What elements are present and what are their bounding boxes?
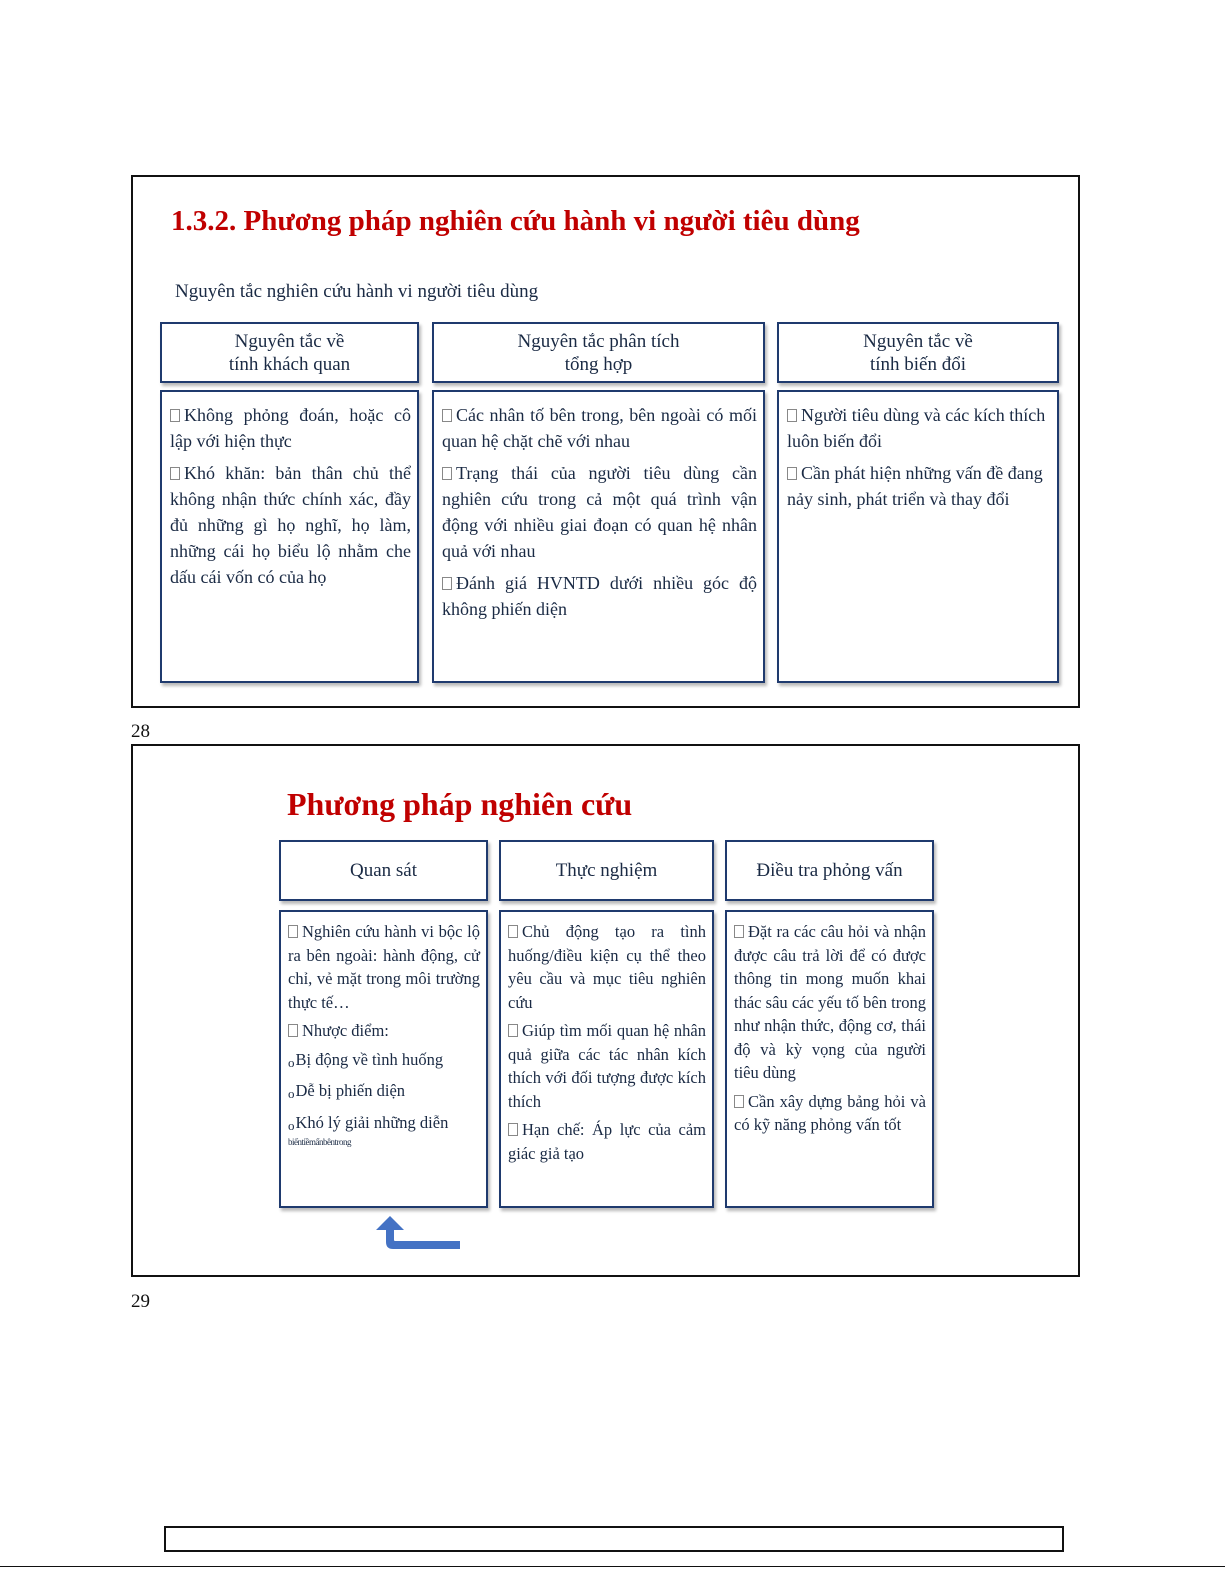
list-item [508,920,706,1014]
list-item [508,1118,706,1165]
item-text: Đánh giá HVNTD dưới nhiều góc độ không phiến diện [442,573,757,619]
list-item [787,402,1051,454]
sub-list-item [288,1048,480,1075]
item-text: Đặt ra các câu hỏi và nhận được câu trả lời để có được thông tin mong muốn khai thác sâu các yếu tố bên trong như nhận thức, động cơ, thái độ và kỳ vọng của người tiêu dùng [734,922,926,1082]
box-bullet-icon [508,1123,518,1136]
head-line: tính biến đổi [869,353,967,375]
circle-bullet-icon: o [288,1086,295,1101]
box-bullet-icon [288,925,298,938]
column-head-survey: Điều tra phỏng vấn [725,840,934,901]
column-head-synthesis [432,322,765,383]
column-head-experiment: Thực nghiệm [499,840,714,901]
circle-bullet-icon: o [288,1117,295,1133]
column-body-observation [279,910,488,1208]
head-line: tổng hợp [564,353,633,375]
slide-28 [131,175,1080,708]
item-text: Trạng thái của người tiêu dùng cần nghiên cứu trong cả một quá trình vận động với nhiều giai đoạn có quan hệ nhân quả với nhau [442,463,757,561]
overflow-text: biếntiềmẩnbêntrong [288,1137,351,1147]
item-text: Người tiêu dùng và các kích thích luôn biến đổi [787,405,1046,451]
box-bullet-icon [734,1095,744,1108]
curved-arrow-icon [373,1216,463,1261]
box-bullet-icon [442,577,452,590]
item-text: Hạn chế: Áp lực của cảm giác giả tạo [508,1120,706,1163]
item-text: Dễ bị phiến diện [295,1081,406,1100]
column-body-variability [777,390,1059,683]
sub-list-item [288,1111,480,1138]
list-item [170,460,411,590]
list-item [288,920,480,1014]
footer-box [164,1526,1064,1552]
box-bullet-icon [170,409,180,422]
column-body-experiment [499,910,714,1208]
column-body-objectivity [160,390,419,683]
bottom-rule [0,1566,1225,1567]
box-bullet-icon [288,1024,298,1037]
list-item [288,1019,480,1043]
item-text: Cần phát hiện những vấn đề đang nảy sinh, phát triển và thay đổi [787,463,1043,509]
head-line: Nguyên tắc về [863,330,973,352]
column-head-observation: Quan sát [279,840,488,901]
head-line: Nguyên tắc về [234,330,345,352]
slide-29 [131,744,1080,1277]
page-number: 28 [131,721,150,742]
list-item [170,402,411,454]
box-bullet-icon [787,467,797,480]
list-item [734,920,926,1085]
sub-list-item [288,1079,480,1106]
item-text: Giúp tìm mối quan hệ nhân quả giữa các tác nhân kích thích với đối tượng được kích thích [508,1021,706,1111]
list-item [508,1019,706,1113]
list-item [734,1090,926,1137]
box-bullet-icon [442,467,452,480]
head-line: tính khách quan [228,353,351,375]
column-head-objectivity [160,322,419,383]
circle-bullet-icon: o [288,1054,295,1070]
item-text: Nhược điểm: [302,1021,389,1040]
box-bullet-icon [787,409,797,422]
column-body-survey [725,910,934,1208]
item-text: Nghiên cứu hành vi bộc lộ ra bên ngoài: hành động, cử chỉ, vẻ mặt trong môi trường thực tế… [288,922,480,1012]
list-item [442,570,757,622]
box-bullet-icon [508,925,518,938]
box-bullet-icon [508,1024,518,1037]
item-text: Không phỏng đoán, hoặc cô lập với hiện thực [170,405,411,451]
box-bullet-icon [170,467,180,480]
list-item [787,460,1051,512]
item-text: Cần xây dựng bảng hỏi và có kỹ năng phỏng vấn tốt [734,1091,926,1134]
column-head-variability [777,322,1059,383]
column-body-synthesis [432,390,765,683]
item-text: Chủ động tạo ra tình huống/điều kiện cụ thể theo yêu cầu và mục tiêu nghiên cứu [508,922,706,1012]
item-text: Khó khăn: bản thân chủ thể không nhận thức chính xác, đầy đủ những gì họ nghĩ, họ làm, những cái họ biểu lộ nhằm che dấu cái vốn có của họ [170,463,411,587]
slide-title: 1.3.2. Phương pháp nghiên cứu hành vi người tiêu dùng [171,205,860,237]
list-item [442,402,757,454]
box-bullet-icon [734,925,744,938]
slide-subtitle: Nguyên tắc nghiên cứu hành vi người tiêu dùng [175,281,539,302]
slide-title: Phương pháp nghiên cứu [287,786,633,822]
item-text: Bị động về tình huống [295,1049,444,1069]
head-line: Nguyên tắc phân tích [517,330,680,352]
box-bullet-icon [442,409,452,422]
page-number: 29 [131,1291,150,1312]
item-text: Khó lý giải những diễn [295,1112,449,1132]
item-text: Các nhân tố bên trong, bên ngoài có mối quan hệ chặt chẽ với nhau [442,405,757,451]
list-item [442,460,757,564]
